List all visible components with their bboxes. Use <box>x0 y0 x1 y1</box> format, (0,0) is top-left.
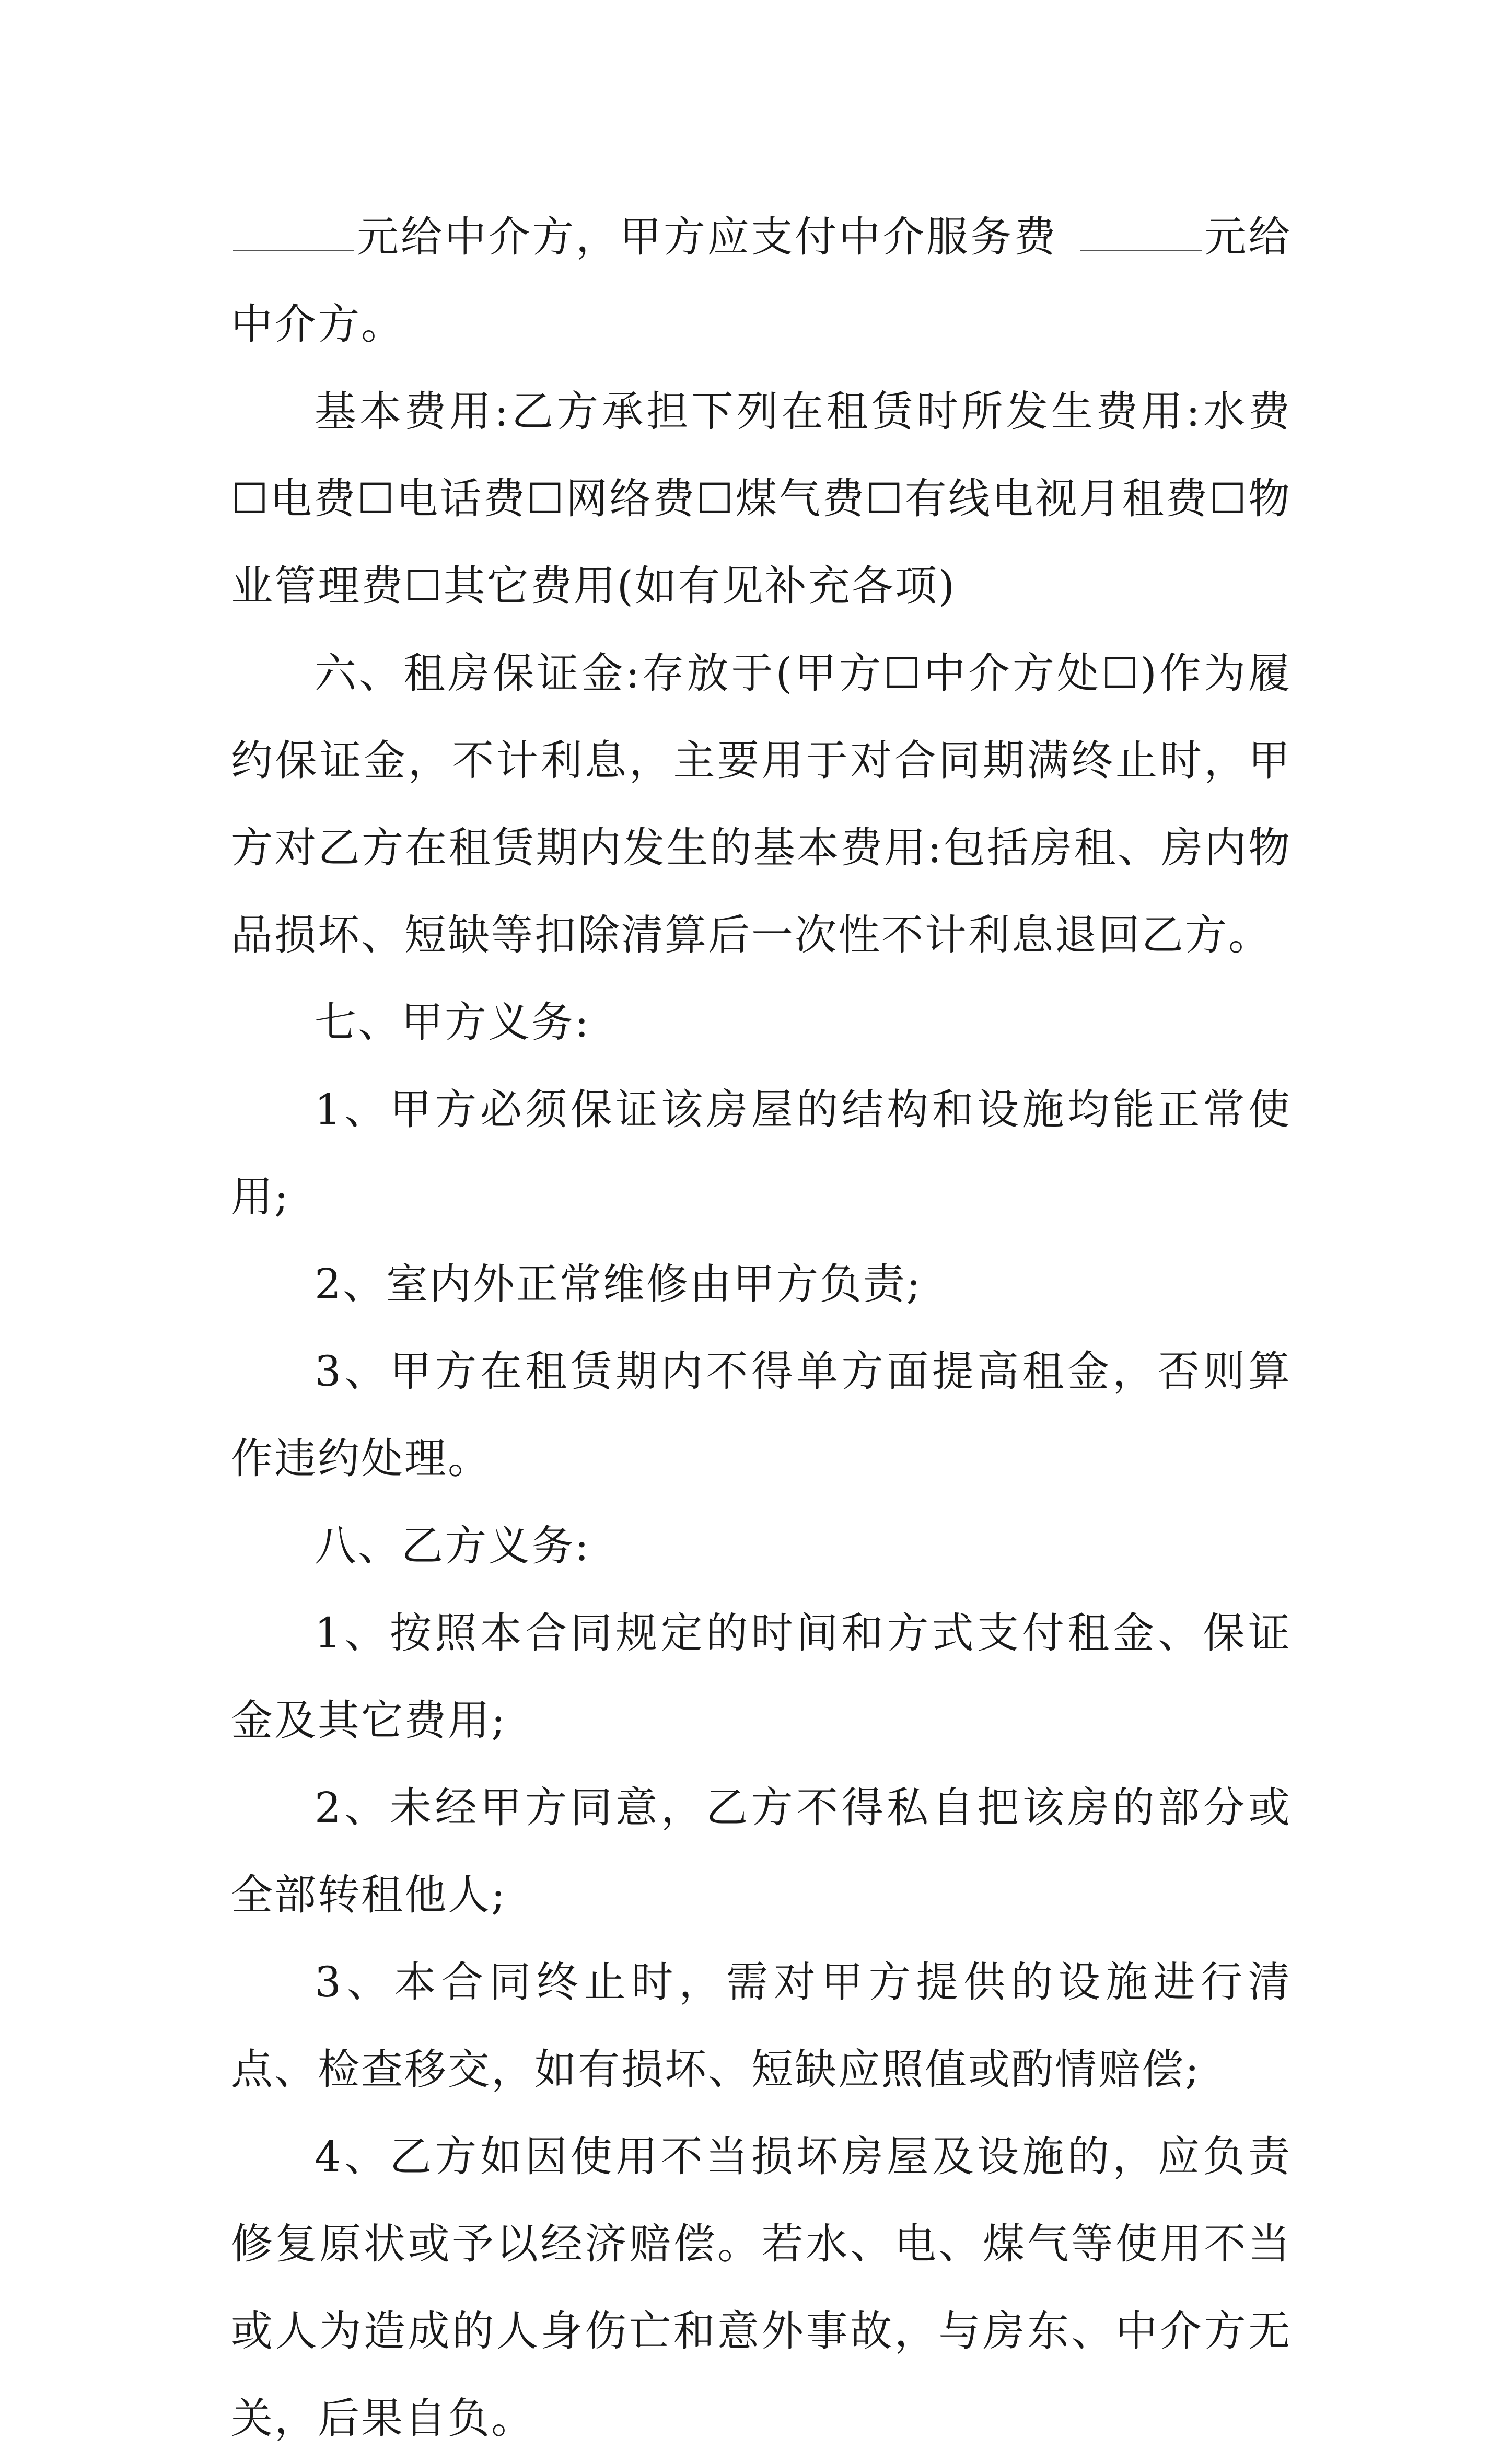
paragraph-deposit: 六、租房保证金:存放于(甲方☐中介方处☐)作为履约保证金，不计利息，主要用于对合同期满终止时，甲方对乙方在租赁期内发生的基本费用:包括房租、房内物品损坏、短缺等扣除清算后一次性不计利息退回乙方。 <box>231 649 1292 959</box>
party-b-duty-4: 4、乙方如因使用不当损坏房屋及设施的，应负责修复原状或予以经济赔偿。若水、电、煤气等使用不当或人为造成的人身伤亡和意外事故，与房东、中介方无关，后果自负。 <box>231 2132 1292 2443</box>
blank-line <box>1080 248 1202 251</box>
party-a-duty-1: 1、甲方必须保证该房屋的结构和设施均能正常使用; <box>231 1085 1292 1221</box>
party-b-duty-2: 2、未经甲方同意，乙方不得私自把该房的部分或全部转租他人; <box>231 1783 1292 1919</box>
party-b-duty-1: 1、按照本合同规定的时间和方式支付租金、保证金及其它费用; <box>231 1609 1292 1745</box>
party-a-duty-2: 2、室内外正常维修由甲方负责; <box>315 1260 922 1308</box>
heading-party-b-duties: 八、乙方义务: <box>315 1522 590 1570</box>
party-a-duty-3: 3、甲方在租赁期内不得单方面提高租金，否则算作违约处理。 <box>231 1347 1292 1483</box>
fee-text-b: 元给中介方。 <box>231 213 1292 349</box>
heading-party-a-duties: 七、甲方义务: <box>315 998 590 1047</box>
fee-text-a: 元给中介方，甲方应支付中介服务费 <box>356 213 1058 261</box>
party-b-duty-3: 3、本合同终止时，需对甲方提供的设施进行清点、检查移交，如有损坏、短缺应照值或酌情赔偿; <box>231 1958 1292 2094</box>
paragraph-fee-continuation <box>231 193 1292 368</box>
paragraph-basic-fees: 基本费用:乙方承担下列在租赁时所发生费用:水费☐电费☐电话费☐网络费☐煤气费☐有线电视月租费☐物业管理费☐其它费用(如有见补充各项) <box>231 387 1292 610</box>
blank-line <box>233 248 354 251</box>
document-body <box>231 193 1292 2462</box>
